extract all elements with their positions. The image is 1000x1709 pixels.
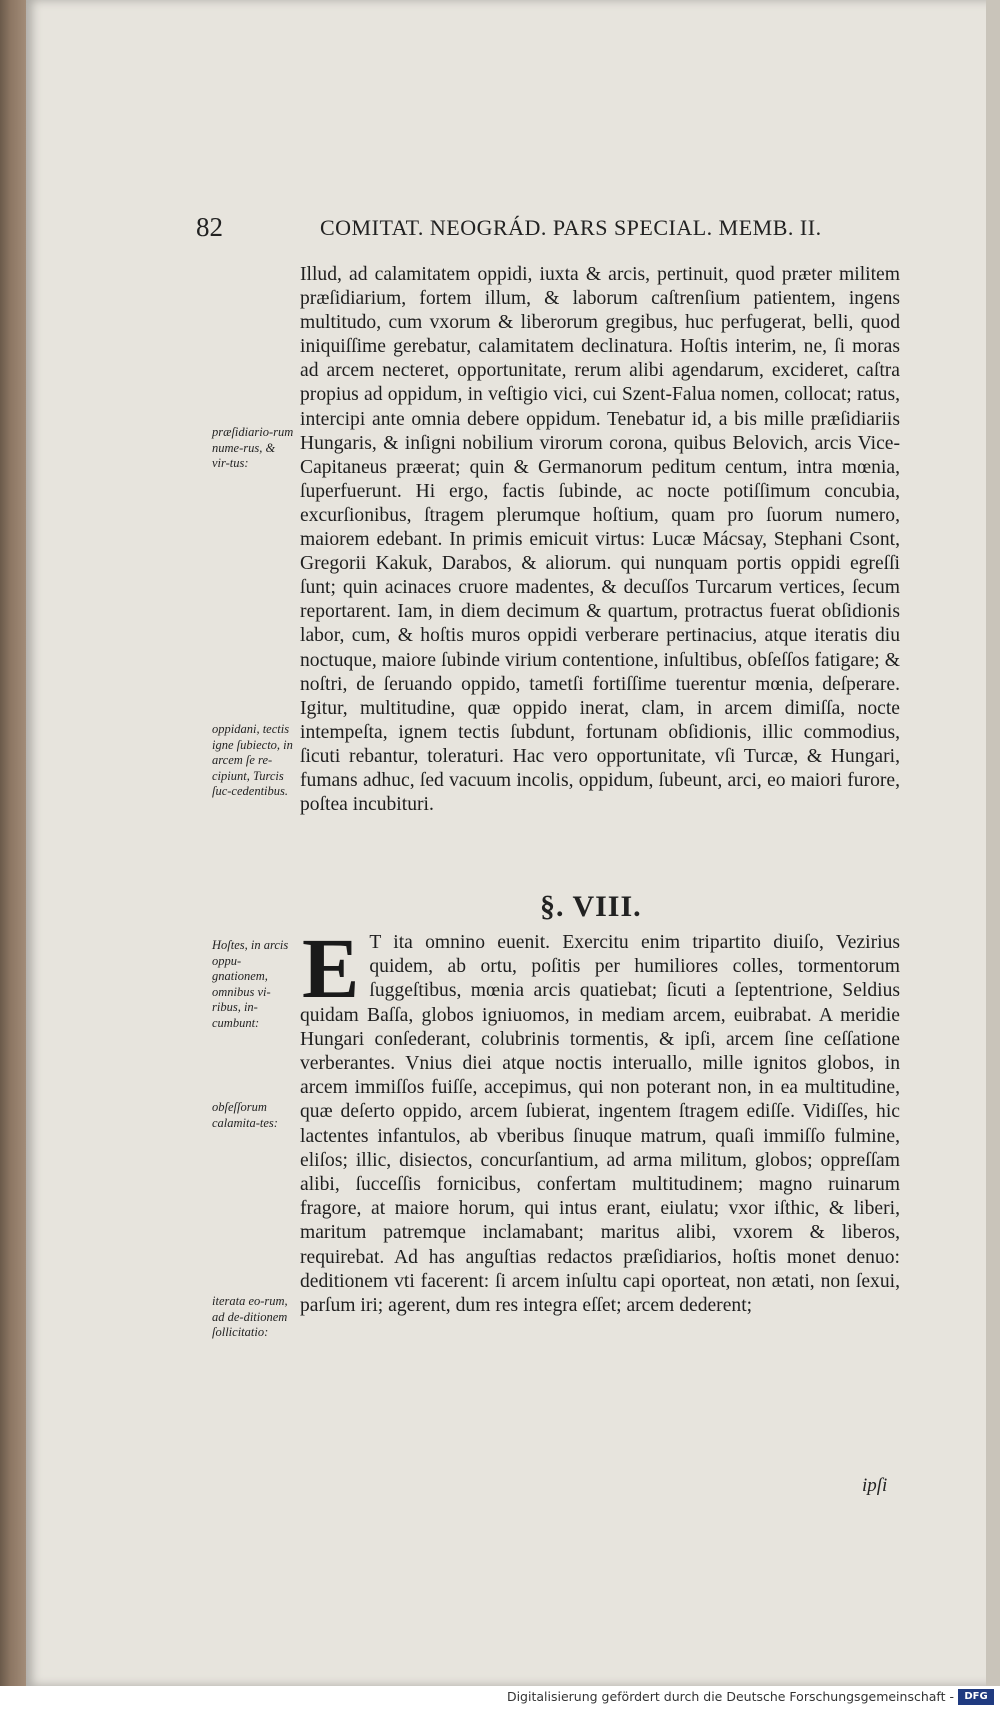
book-edge <box>0 0 26 1709</box>
book-page <box>26 0 1000 1686</box>
drop-cap: E <box>302 920 360 1016</box>
margin-note: oppidani, tectis igne ſubiecto, in arcem ſe re-cipiunt, Turcis ſuc-cedentibus. <box>212 722 293 798</box>
section-text-block <box>300 920 900 1318</box>
page-number: 82 <box>196 212 223 242</box>
margin-note: præſidiario-rum nume-rus, & vir-tus: <box>212 425 294 470</box>
section-heading: §. VIII. <box>540 890 642 923</box>
margin-note: obſeſſorum calamita-tes: <box>212 1100 278 1130</box>
paragraph: T ita omnino euenit. Exercitu enim tripartito diuiſo, Vezirius quidem, ab ortu, poſitis per humiliores colles, tormentorum ſuggeſtibus, mœnia arcis quatiebat; ſicuti a ſeptentrione, Seldius quidam Baſſa, globos igniuomos, in mediam arcem, euibrabat. A meridie Hungari conſederant, colubrinis tormentis, & ipſi, arcem ſine ceſſatione verberantes. Vnius diei atque noctis interuallo, mille ignitos globos, in arcem immiſſos fuiſſe, accepimus, qui non poterant non, in ea multitudine, quæ deſerto oppido, arcem ſubierat, ingentem ſtragem ediſſe. Vidiſſes, hic lactentes infantulos, ab vberibus ſinuque matrum, quaſi immiſſo fulmine, eliſos; illic, disiectos, concurſantium, ad arma militum, globos; oppreſſam alibi, ſucceſſis fornicibus, confertam multitudinem; magno ruinarum fragore, at maiore horum, qui intus erant, eiulatu; vxor iſthic, & liberi, maritum patremque inclamabant; maritus alibi, vxorem & liberos, requirebat. Ad has anguſtias redactos præſidiarios, hoſtis monet denuo: deditionem vti facerent: ſi arcem inſultu capi oporteat, non ætati, non ſexui, parſum iri; agerent, dum res integra eſſet; arcem dederent; <box>300 932 900 1317</box>
footer-credit: Digitalisierung gefördert durch die Deutsche Forschungsgemeinschaft - <box>506 1689 954 1704</box>
page-header <box>196 212 876 252</box>
page-edge <box>986 0 1000 1686</box>
main-text-block <box>300 263 900 817</box>
paragraph: Illud, ad calamitatem oppidi, iuxta & arcis, pertinuit, quod præter militem præſidiarium, fortem illum, & laborum caſtrenſium patientem, ingens multitudo, cum vxorum & liberorum gregibus, huc perfugerat, belli, quod iniquiſſime gerebatur, calamitatem declinatura. Hoſtis interim, ne, ſi moras ad arcem necteret, opportunitate, rerum alibi agendarum, excideret, caſtra propius ad oppidum, in veſtigio vici, cui Szent-Falua nomen, collocat; ratus, intercipi ante omnia debere oppidum. Tenebatur id, a bis mille præſidiariis Hungaris, & inſigni nobilium virorum corona, quibus Belovich, arcis Vice-Capitaneus præerat; quin & Germanorum peditum centum, intra mœnia, ſuperfuerunt. Hi ergo, factis ſubinde, ac nocte potiſſimum concubia, excurſionibus, ſtragem plerumque hoſtium, quam pro ſuorum numero, maiorem edebant. In primis emicuit virtus: Lucæ Mácsay, Stephani Csont, Gregorii Kakuk, Darabos, & aliorum. qui nunquam portis oppidi egreſſi ſunt; quin acinaces cruore madentes, & decuſſos Turcarum vertices, ſecum reportarent. Iam, in diem decimum & quartum, protractus fuerat obſidionis labor, cum, & hoſtis muros oppidi verberare pertinacius, atque iteratis diu noctuque, maiore ſubinde virium contentione, inſultibus, obſeſſos fatigare; & noſtri, de ſeruando oppido, tametſi fortiſſime tuerentur mœnia, deſperare. Igitur, multitudine, quæ oppido inerat, clam, in arcem dimiſſa, nocte intempeſta, ignem tectis ſubdunt, fortunam obſidionis, illic commodius, ſicuti rebantur, toleraturi. Hac vero opportunitate, vſi Turcæ, & Hungari, fumans adhuc, ſed vacuum incolis, oppidum, ſubeunt, arci, eo maiori furore, poſtea incubituri. <box>300 264 900 816</box>
dfg-logo: DFG <box>958 1689 994 1705</box>
margin-note: Hoſtes, in arcis oppu-gnationem, omnibus vi-ribus, in-cumbunt: <box>212 938 289 1030</box>
running-head: COMITAT. NEOGRÁD. PARS SPECIAL. MEMB. II. <box>320 215 822 240</box>
catchword: ipſi <box>862 1475 888 1496</box>
margin-note: iterata eo-rum, ad de-ditionem ſollicitatio: <box>212 1294 288 1339</box>
footer-bar <box>0 1686 1000 1709</box>
